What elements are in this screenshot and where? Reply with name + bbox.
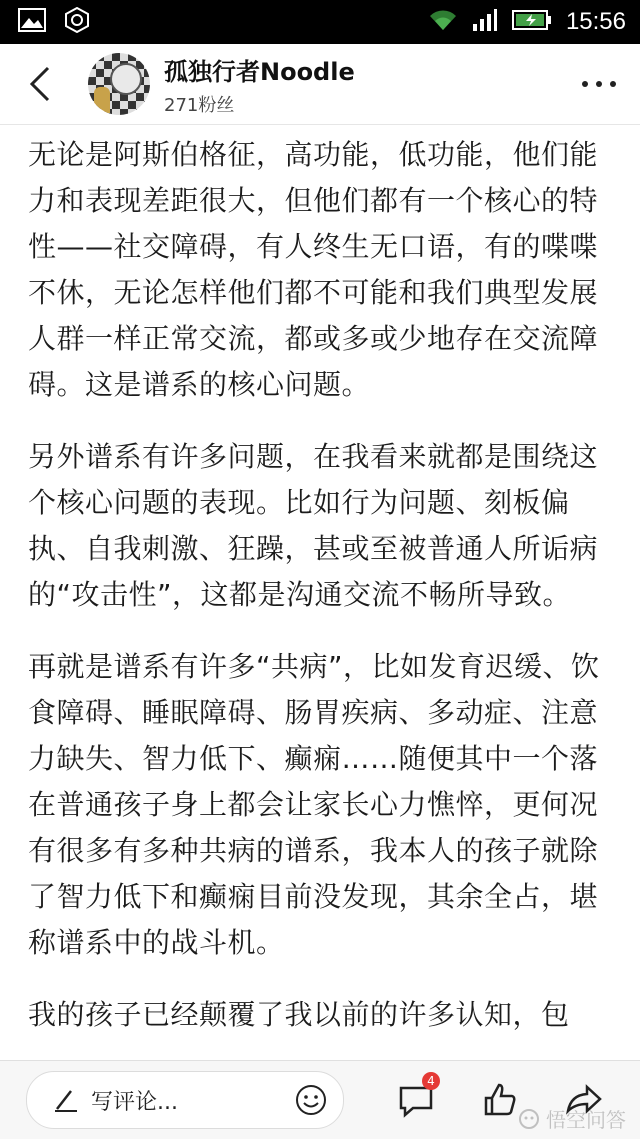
signal-icon bbox=[472, 8, 498, 36]
article-paragraph: 再就是谱系有许多“共病”，比如发育迟缓、饮食障碍、睡眠障碍、肠胃疾病、多动症、注意力缺失、智力低下、癫痫……随便其中一个落在普通孩子身上都会让家长心力憔悴，更何况有很多有多种共病的谱系，我本人的孩子就除了智力低下和癫痫目前没发现，其余全占，堪称谱系中的战斗机。 bbox=[28, 650, 600, 959]
comment-input[interactable] bbox=[26, 1071, 344, 1129]
pencil-icon bbox=[53, 1087, 79, 1113]
article-paragraph: 另外谱系有许多问题，在我看来就都是围绕这个核心问题的表现。比如行为问题、刻板偏执、自我刺激、狂躁，甚或至被普通人所诟病的“攻击性”，这都是沟通交流不畅所导致。 bbox=[28, 440, 599, 611]
watermark bbox=[518, 1104, 626, 1133]
more-dot-icon bbox=[610, 81, 616, 87]
bottom-action-bar bbox=[0, 1060, 640, 1139]
username: 孤独行者Noodle bbox=[164, 57, 355, 86]
settings-hex-icon bbox=[64, 7, 90, 37]
wukong-logo-icon bbox=[518, 1108, 540, 1130]
article-header bbox=[0, 44, 640, 125]
more-dot-icon bbox=[582, 81, 588, 87]
comments-button[interactable] bbox=[386, 1070, 446, 1130]
more-dot-icon bbox=[596, 81, 602, 87]
fans-count: 271粉丝 bbox=[164, 94, 235, 116]
article-body bbox=[28, 132, 618, 1062]
status-time: 15:56 bbox=[565, 8, 626, 35]
emoji-button[interactable] bbox=[295, 1084, 327, 1120]
more-options-button[interactable] bbox=[582, 81, 616, 87]
avatar[interactable] bbox=[88, 53, 150, 115]
wifi-icon bbox=[428, 8, 458, 36]
article-paragraph: 我的孩子已经颠覆了我以前的许多认知，包 bbox=[28, 998, 570, 1031]
smiley-icon bbox=[295, 1084, 327, 1116]
user-info[interactable] bbox=[164, 52, 355, 117]
comment-placeholder: 写评论... bbox=[91, 1089, 178, 1115]
article-paragraph: 无论是阿斯伯格征，高功能，低功能，他们能力和表现差距很大，但他们都有一个核心的特性——社交障碍，有人终生无口语，有的喋喋不休，无论怎样他们都不可能和我们典型发展人群一样正常交流，都或多或少地存在交流障碍。这是谱系的核心问题。 bbox=[28, 138, 599, 401]
battery-icon bbox=[512, 8, 552, 36]
comment-count-badge: 4 bbox=[422, 1072, 440, 1090]
back-button[interactable] bbox=[10, 44, 70, 124]
watermark-text: 悟空问答 bbox=[546, 1108, 626, 1132]
thumbs-up-icon bbox=[482, 1082, 518, 1118]
chevron-left-icon bbox=[28, 64, 52, 104]
gallery-icon bbox=[18, 8, 46, 36]
status-bar bbox=[0, 0, 640, 44]
